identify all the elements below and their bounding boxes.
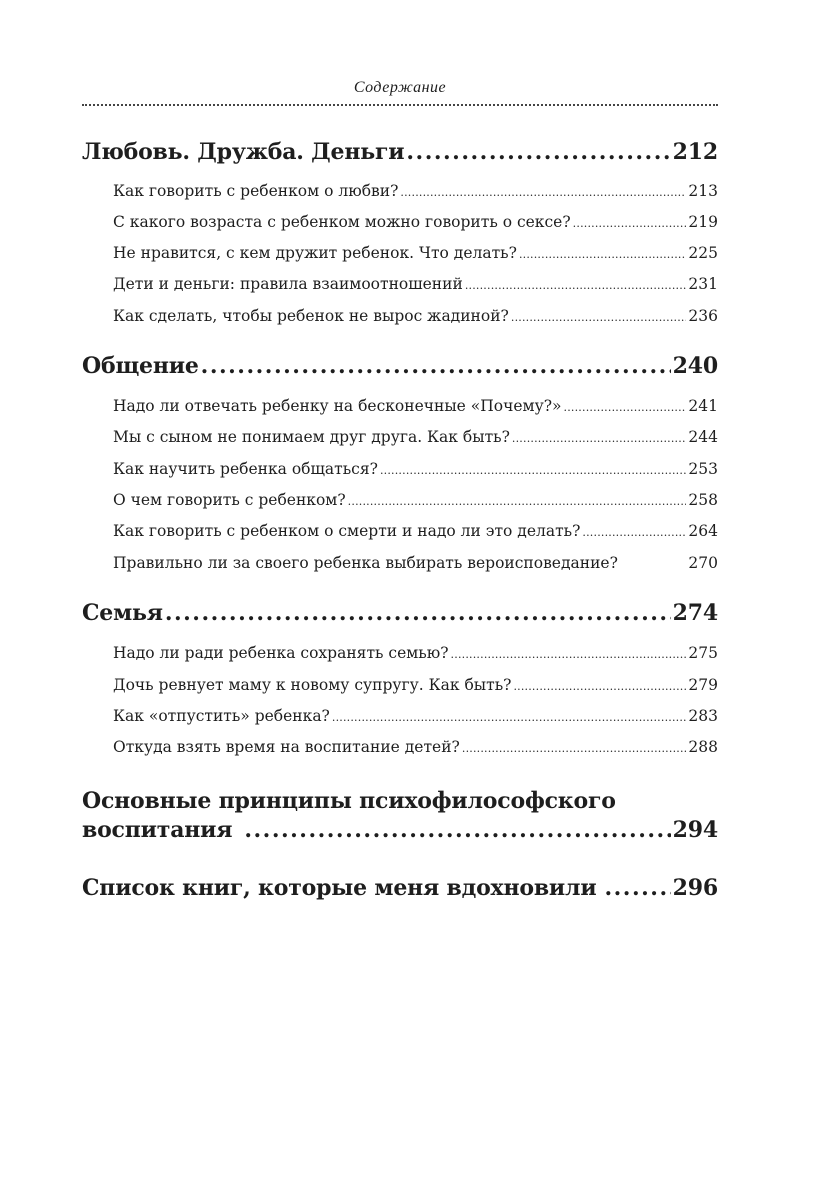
toc-item[interactable] [113,676,718,694]
item-page: 258 [688,491,718,509]
running-header: Содержание [353,79,447,96]
item-page: 288 [688,738,718,756]
toc-section-principles[interactable] [82,817,718,843]
item-title: Мы с сыном не понимаем друг друга. Как быть? [113,428,510,446]
dot-leader [380,464,686,477]
item-title: О чем говорить с ребенком? [113,491,346,509]
toc-item[interactable] [113,307,718,325]
dot-leader [604,875,670,901]
section-title: Список книг, которые меня вдохновили [82,875,597,901]
toc-item[interactable] [113,275,718,293]
dot-leader [512,432,687,445]
item-page: 225 [688,244,718,262]
section-title: Семья [82,600,163,626]
section-page: 296 [672,875,718,901]
item-page: 244 [688,428,718,446]
item-title: Как говорить с ребенком о любви? [113,182,399,200]
item-page: 283 [688,707,718,725]
toc-item[interactable] [113,554,718,572]
toc-section-family[interactable] [82,600,718,626]
dot-leader [406,139,670,165]
item-title: С какого возраста с ребенком можно говорить о сексе? [113,213,571,231]
item-title: Надо ли ради ребенка сохранять семью? [113,644,449,662]
item-title: Как сделать, чтобы ребенок не вырос жадиной? [113,307,509,325]
item-page: 270 [688,554,718,572]
section-title: Любовь. Дружба. Деньги [82,139,405,165]
section-title: Общение [82,353,199,379]
item-page: 275 [688,644,718,662]
toc-item[interactable] [113,491,718,509]
toc-item[interactable] [113,397,718,415]
dot-leader [451,648,687,661]
item-page: 264 [688,522,718,540]
dot-leader [573,217,687,230]
item-title: Дочь ревнует маму к новому супругу. Как быть? [113,676,512,694]
item-title: Надо ли отвечать ребенку на бесконечные «Почему?» [113,397,562,415]
toc-section-principles-line1[interactable]: Основные принципы психофилософского [82,788,616,814]
toc-item[interactable] [113,213,718,231]
item-page: 279 [688,676,718,694]
toc-item[interactable] [113,522,718,540]
item-page: 253 [688,460,718,478]
toc-item[interactable] [113,644,718,662]
toc-section-communication[interactable] [82,353,718,379]
dot-leader [201,353,671,379]
toc-item[interactable] [113,182,718,200]
dot-leader [348,495,687,508]
item-page: 236 [688,307,718,325]
dot-leader [513,680,686,693]
dot-leader [582,526,686,539]
dot-leader [462,742,687,755]
toc-item[interactable] [113,738,718,756]
section-page: 240 [672,353,718,379]
item-title: Как «отпустить» ребенка? [113,707,330,725]
item-title: Дети и деньги: правила взаимоотношений [113,275,463,293]
item-title: Правильно ли за своего ребенка выбирать вероисповедание? [113,554,618,572]
section-title: воспитания [82,817,233,843]
toc-section-love[interactable] [82,139,718,165]
dot-leader [165,600,671,626]
item-title: Как научить ребенка общаться? [113,460,378,478]
dot-leader [564,401,687,414]
dot-leader [465,279,687,292]
toc-section-books[interactable] [82,875,718,901]
item-page: 213 [688,182,718,200]
item-page: 241 [688,397,718,415]
dot-leader [519,248,686,261]
item-title: Не нравится, с кем дружит ребенок. Что делать? [113,244,517,262]
dot-leader [511,311,687,324]
section-page: 212 [672,139,718,165]
dot-leader [332,711,687,724]
toc-item[interactable] [113,707,718,725]
section-page: 274 [672,600,718,626]
item-title: Откуда взять время на воспитание детей? [113,738,460,756]
toc-item[interactable] [113,460,718,478]
dot-leader [400,186,686,199]
section-page: 294 [672,817,718,843]
item-page: 219 [688,213,718,231]
item-page: 231 [688,275,718,293]
header-divider [82,104,718,106]
dot-leader [244,817,670,843]
toc-item[interactable] [113,428,718,446]
toc-item[interactable] [113,244,718,262]
item-title: Как говорить с ребенком о смерти и надо ли это делать? [113,522,581,540]
